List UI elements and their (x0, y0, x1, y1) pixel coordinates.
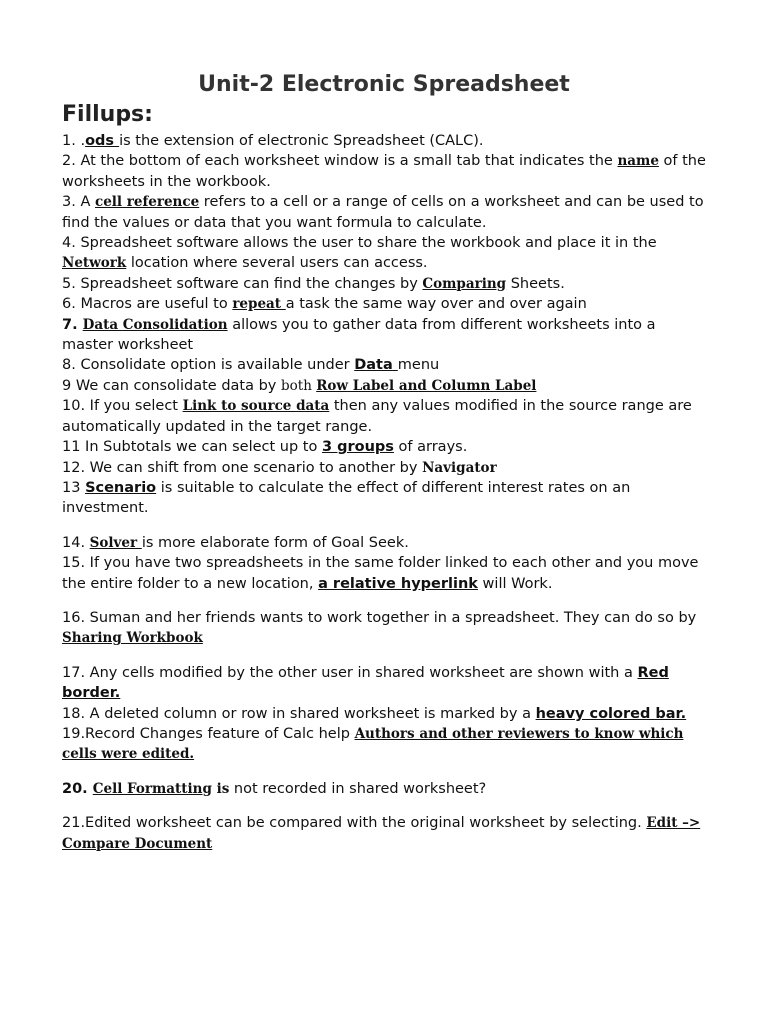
fillup-item-17 (62, 663, 710, 704)
fillup-item-19 (62, 724, 710, 765)
item-text: location where several users can access. (126, 255, 428, 272)
item-answer: Cell Formatting (92, 780, 212, 797)
fillup-item-11 (62, 437, 710, 457)
fillup-item-18 (62, 704, 710, 724)
item-answer: repeat (232, 296, 286, 313)
item-text: 10. If you select (62, 398, 183, 415)
item-text: Sheets. (506, 275, 565, 292)
item-text: 9 We can consolidate data by (62, 377, 281, 394)
fillup-item-21 (62, 813, 710, 854)
section-heading: Fillups: (62, 102, 153, 127)
item-answer: Edit –> Compare Document (62, 815, 701, 852)
item-text: 4. Spreadsheet software allows the user to share the workbook and place it in the (62, 235, 657, 252)
item-text: 21.Edited worksheet can be compared with the original worksheet by selecting. (62, 815, 647, 832)
item-number: 7. (62, 316, 83, 333)
fillup-item-2 (62, 151, 710, 192)
item-answer: name (617, 153, 659, 170)
fillup-item-5 (62, 274, 710, 294)
item-text: of arrays. (393, 439, 468, 456)
item-answer: ods (85, 133, 120, 149)
item-text: 12. We can shift from one scenario to another by (62, 459, 423, 476)
item-text: menu (397, 357, 440, 374)
item-answer: Scenario (85, 479, 157, 496)
item-text: 14. (62, 534, 90, 551)
fillup-item-9 (62, 376, 710, 396)
fillup-item-12 (62, 458, 710, 478)
item-text: 2. At the bottom of each worksheet window is a small tab that indicates the (62, 153, 618, 170)
fillup-item-10 (62, 396, 710, 437)
fillup-item-4 (62, 233, 710, 274)
fillups-list (62, 131, 710, 854)
fillup-item-6 (62, 294, 710, 314)
item-answer: Comparing (422, 275, 507, 292)
fillup-item-3 (62, 192, 710, 233)
item-answer: Link to source data (182, 398, 330, 415)
item-text: 1. . (62, 133, 86, 149)
item-text: 16. Suman and her friends wants to work together in a spreadsheet. They can do so by (62, 609, 697, 626)
item-answer: Red border. (62, 664, 669, 702)
item-answer: Data Consolidation (82, 316, 228, 333)
item-text: not recorded in shared worksheet? (229, 780, 487, 797)
item-text: 5. Spreadsheet software can find the changes by (62, 275, 423, 292)
fillup-item-1 (62, 131, 710, 151)
item-text: refers to a cell or a range of cells on a worksheet and can be used to find the values or data that you want formula to calculate. (62, 194, 704, 231)
item-text: is (211, 780, 230, 797)
fillup-item-13 (62, 478, 710, 519)
item-text: will Work. (477, 575, 553, 592)
fillup-item-15 (62, 553, 710, 594)
item-text: allows you to gather data from different worksheets into a master worksheet (62, 316, 656, 354)
item-answer: 3 groups (321, 439, 394, 456)
item-text: 15. If you have two spreadsheets in the same folder linked to each other and you move the entire folder to a new location, (62, 555, 699, 592)
fillup-item-20 (62, 779, 710, 799)
item-answer: Network (62, 255, 127, 272)
item-number: 20. (62, 780, 93, 797)
item-text: is the extension of electronic Spreadsheet (CALC). (119, 133, 484, 149)
fillup-item-7 (62, 315, 710, 356)
item-answer: heavy colored bar. (535, 705, 687, 722)
item-answer: Navigator (422, 459, 497, 476)
fillup-item-14 (62, 533, 710, 553)
item-text: is suitable to calculate the effect of different interest rates on an investment. (62, 479, 631, 517)
item-text: 8. Consolidate option is available under (62, 357, 355, 374)
item-text: both (281, 377, 317, 394)
item-text: 17. Any cells modified by the other user in shared worksheet are shown with a (62, 664, 638, 681)
fillup-item-16 (62, 608, 710, 649)
item-text: 3. A (62, 194, 95, 211)
fillup-item-8 (62, 355, 710, 375)
item-answer: Sharing Workbook (62, 630, 203, 647)
item-text: 19.Record Changes feature of Calc help (62, 725, 355, 742)
item-answer: Authors and other reviewers to know which cells were edited. (62, 725, 684, 763)
item-text: of the worksheets in the workbook. (62, 153, 706, 190)
item-answer: Solver (89, 534, 142, 551)
item-answer: Row Label and Column Label (316, 377, 537, 394)
item-answer: Data (354, 357, 398, 374)
item-answer: a relative hyperlink (318, 575, 478, 592)
item-text: is more elaborate form of Goal Seek. (141, 534, 409, 551)
document-title: Unit-2 Electronic Spreadsheet (198, 72, 570, 97)
item-text: then any values modified in the source range are automatically updated in the target range. (62, 398, 692, 435)
item-text: 11 In Subtotals we can select up to (62, 439, 322, 456)
item-text: a task the same way over and over again (285, 296, 587, 313)
item-answer: cell reference (94, 194, 200, 211)
item-text: 6. Macros are useful to (62, 296, 233, 313)
item-text: 18. A deleted column or row in shared worksheet is marked by a (62, 705, 536, 722)
item-text: 13 (62, 479, 86, 496)
